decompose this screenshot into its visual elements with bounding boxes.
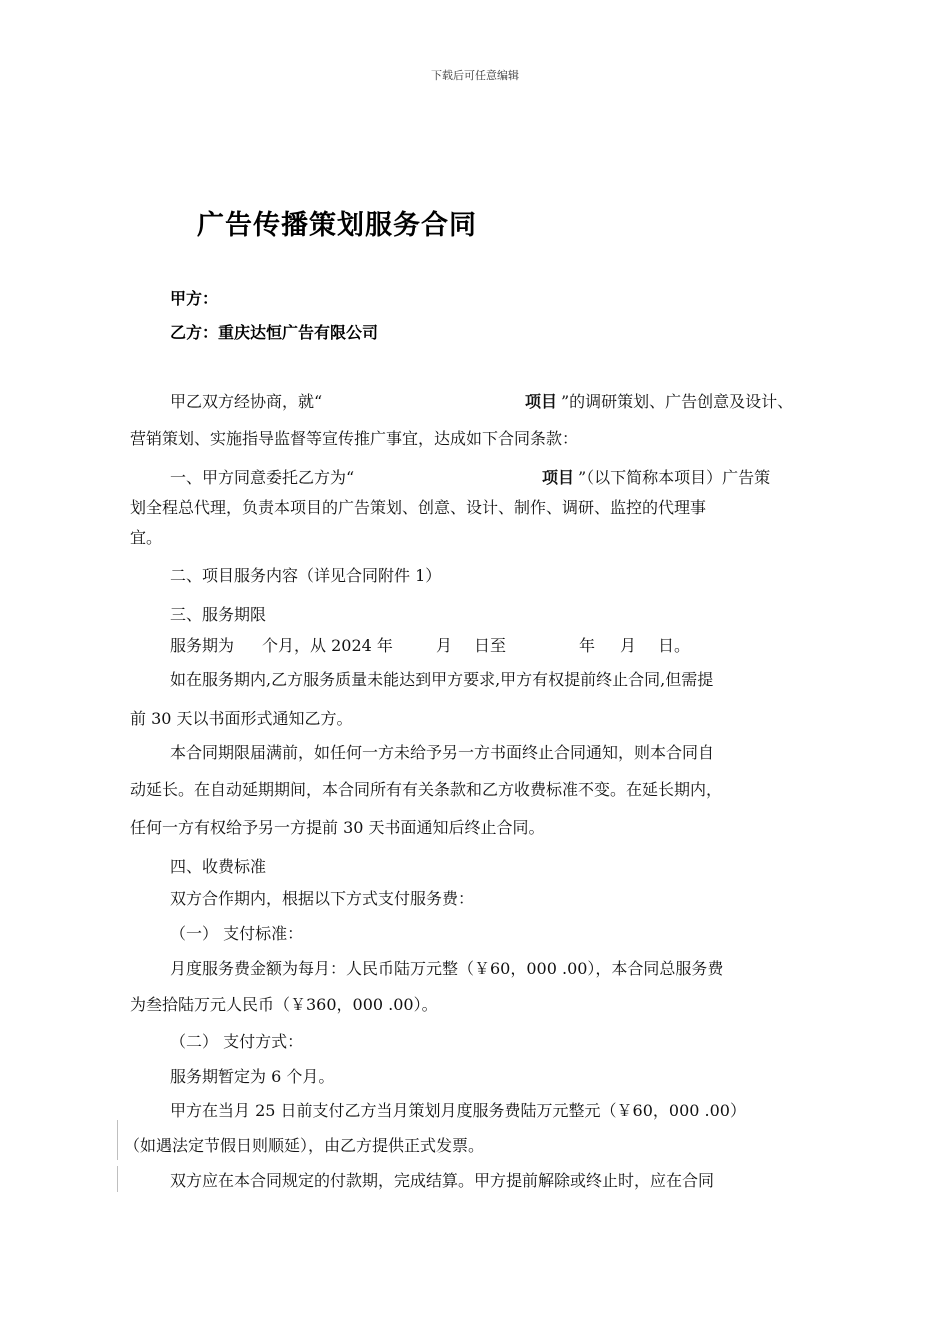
intro-project-label: 项目 xyxy=(525,392,558,411)
intro-line-2: 营销策划、实施指导监督等宣传推广事宜，达成如下合同条款： xyxy=(130,429,579,448)
document-title: 广告传播策划服务合同 xyxy=(197,210,477,241)
clause4-heading: 四、收费标准 xyxy=(170,857,267,876)
term-line: 服务期暂定为 6 个月。 xyxy=(170,1067,335,1086)
period-text-f: 月 xyxy=(620,636,637,655)
intro-text-c: ”的调研策划、广告创意及设计、 xyxy=(561,392,794,411)
period-text-b: 个月，从 2024 年 xyxy=(262,636,393,655)
period-text-g: 日。 xyxy=(658,636,691,655)
clause1-text-c: ”（以下简称本项目）广告策 xyxy=(578,468,771,487)
clause2-heading: 二、项目服务内容（详见合同附件 1） xyxy=(170,566,442,585)
clause4-sub1: （一） 支付标准： xyxy=(170,924,304,943)
clause4-intro: 双方合作期内，根据以下方式支付服务费： xyxy=(170,889,475,908)
fee-line-1: 月度服务费金额为每月：人民币陆万元整（￥60，000 .00），本合同总服务费 xyxy=(170,959,724,978)
clause3-p2-line-2: 动延长。在自动延期期间，本合同所有有关条款和乙方收费标准不变。在延长期内， xyxy=(130,780,723,799)
period-text-d: 日至 xyxy=(474,636,507,655)
settlement-line-1: 双方应在本合同规定的付款期，完成结算。甲方提前解除或终止时，应在合同 xyxy=(170,1171,715,1190)
clause3-p2-line-3: 任何一方有权给予另一方提前 30 天书面通知后终止合同。 xyxy=(130,818,545,837)
period-text-a: 服务期为 xyxy=(170,636,235,655)
header-note: 下载后可任意编辑 xyxy=(431,69,519,82)
clause1-line-2: 划全程总代理，负责本项目的广告策划、创意、设计、制作、调研、监控的代理事 xyxy=(130,498,707,517)
margin-change-mark xyxy=(117,1120,118,1160)
intro-text-a: 甲乙双方经协商，就“ xyxy=(170,392,323,411)
margin-change-mark xyxy=(117,1166,118,1192)
party-b-label: 乙方：重庆达恒广告有限公司 xyxy=(170,323,379,342)
payment-line-1: 甲方在当月 25 日前支付乙方当月策划月度服务费陆万元整元（￥60，000 .00） xyxy=(170,1101,746,1120)
clause1-line-3: 宜。 xyxy=(130,528,163,547)
party-a-label: 甲方： xyxy=(170,289,219,308)
intro-line-1 xyxy=(170,389,322,412)
clause1-text-a: 一、甲方同意委托乙方为“ xyxy=(170,468,355,487)
clause4-sub2: （二） 支付方式： xyxy=(170,1032,304,1051)
period-text-e: 年 xyxy=(579,636,596,655)
clause3-heading: 三、服务期限 xyxy=(170,605,267,624)
clause1-project-label: 项目 xyxy=(542,468,575,487)
period-text-c: 月 xyxy=(436,636,453,655)
clause3-p1-line-1: 如在服务期内,乙方服务质量未能达到甲方要求,甲方有权提前终止合同,但需提 xyxy=(170,670,714,689)
fee-line-2: 为叁拾陆万元人民币（￥360，000 .00）。 xyxy=(130,995,438,1014)
clause3-p2-line-1: 本合同期限届满前，如任何一方未给予另一方书面终止合同通知，则本合同自 xyxy=(170,743,715,762)
payment-line-2: （如遇法定节假日则顺延），由乙方提供正式发票。 xyxy=(124,1136,485,1155)
clause3-p1-line-2: 前 30 天以书面形式通知乙方。 xyxy=(130,709,353,728)
